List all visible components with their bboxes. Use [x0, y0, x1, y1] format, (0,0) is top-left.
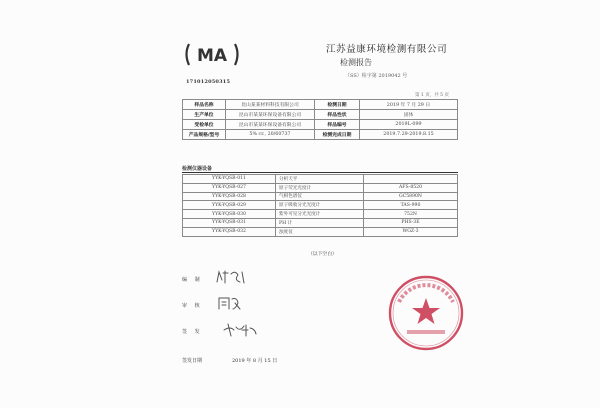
info-value: 昆山某某材料科技有限公司: [226, 100, 315, 110]
equipment-row: [183, 218, 458, 227]
info-value: 固体: [360, 110, 458, 120]
equipment-model: AFS-8520: [364, 183, 458, 192]
info-row: [183, 110, 458, 120]
equipment-name: PH 计: [276, 218, 364, 227]
page-count: 第 1 页，共 5 页: [415, 93, 449, 98]
report-serial-number: 171012050315: [186, 79, 231, 85]
equipment-name: 原子吸收分光光度计: [276, 201, 364, 210]
info-label: 生产单位: [183, 110, 226, 120]
equipment-model: GC5890N: [364, 192, 458, 201]
author-signature-icon: [214, 268, 248, 286]
reviewer-label: 审 核: [182, 303, 203, 309]
equipment-name: 分析天平: [276, 175, 364, 184]
equipment-section-title: 检测仪器设备: [182, 166, 213, 172]
info-label: 检测日期: [315, 100, 360, 110]
equipment-name: 紫外可见分光光度计: [276, 210, 364, 219]
info-label: 样品编号: [315, 120, 360, 130]
equipment-table: [182, 174, 458, 237]
equipment-row: [183, 210, 458, 219]
info-value: 昆山市某某环保设备有限公司: [226, 120, 315, 130]
equipment-id: YYK-YQSB-029: [183, 201, 276, 210]
info-row: [183, 130, 458, 140]
equipment-row: [183, 227, 458, 236]
equipment-id: YYK-YQSB-027: [183, 183, 276, 192]
section-divider: [182, 172, 458, 173]
info-value: 昆山市某某环保设备有限公司: [226, 110, 315, 120]
equipment-model: PHS-3E: [364, 218, 458, 227]
info-label: 检测完成日期: [315, 130, 360, 140]
equipment-id: YYK-YQSB-032: [183, 227, 276, 236]
cma-logo-icon: [183, 41, 241, 68]
equipment-name: 浊度仪: [276, 227, 364, 236]
info-label: 样品性状: [315, 110, 360, 120]
equipment-row: [183, 183, 458, 192]
approver-signature-icon: [222, 320, 258, 338]
equipment-id: YYK-YQSB-028: [183, 192, 276, 201]
info-value: 2019L-099: [360, 120, 458, 130]
equipment-id: YYK-YQSB-030: [183, 210, 276, 219]
info-label: 产品规格/型号: [183, 130, 226, 140]
equipment-row: [183, 175, 458, 184]
equipment-row: [183, 192, 458, 201]
equipment-name: 原子荧光光度计: [276, 183, 364, 192]
info-label: 受检单位: [183, 120, 226, 130]
blank-below-note: （以下空白）: [308, 252, 337, 257]
report-title: 检测报告: [340, 58, 372, 67]
info-value: 5% cr., 20/60737: [226, 130, 315, 140]
equipment-name: 气相色谱仪: [276, 192, 364, 201]
sample-info-table: [182, 99, 458, 140]
info-row: [183, 100, 458, 110]
svg-text:MA: MA: [196, 46, 228, 66]
report-number: （SS）检字第 2019042 号: [345, 73, 408, 79]
reviewer-signature-icon: [216, 294, 242, 312]
company-name: 江苏益康环境检测有限公司: [326, 44, 448, 55]
equipment-model: WGZ-3: [364, 227, 458, 236]
equipment-id: YYK-YQSB-031: [183, 218, 276, 227]
equipment-id: YYK-YQSB-011: [183, 175, 276, 184]
equipment-model: [364, 175, 458, 184]
author-label: 编 制: [182, 277, 203, 283]
approver-label: 签 发: [182, 329, 203, 335]
issue-date-label: 签发日期: [182, 358, 203, 364]
issue-date: 2019 年 8 月 15 日: [232, 358, 278, 364]
info-value: 2019 年 7 月 29 日: [360, 100, 458, 110]
equipment-model: 752N: [364, 210, 458, 219]
info-label: 样品名称: [183, 100, 226, 110]
info-row: [183, 120, 458, 130]
equipment-model: TAS-990: [364, 201, 458, 210]
info-value: 2019.7.29-2019.8.15: [360, 130, 458, 140]
official-stamp-icon: [385, 272, 467, 354]
equipment-row: [183, 201, 458, 210]
